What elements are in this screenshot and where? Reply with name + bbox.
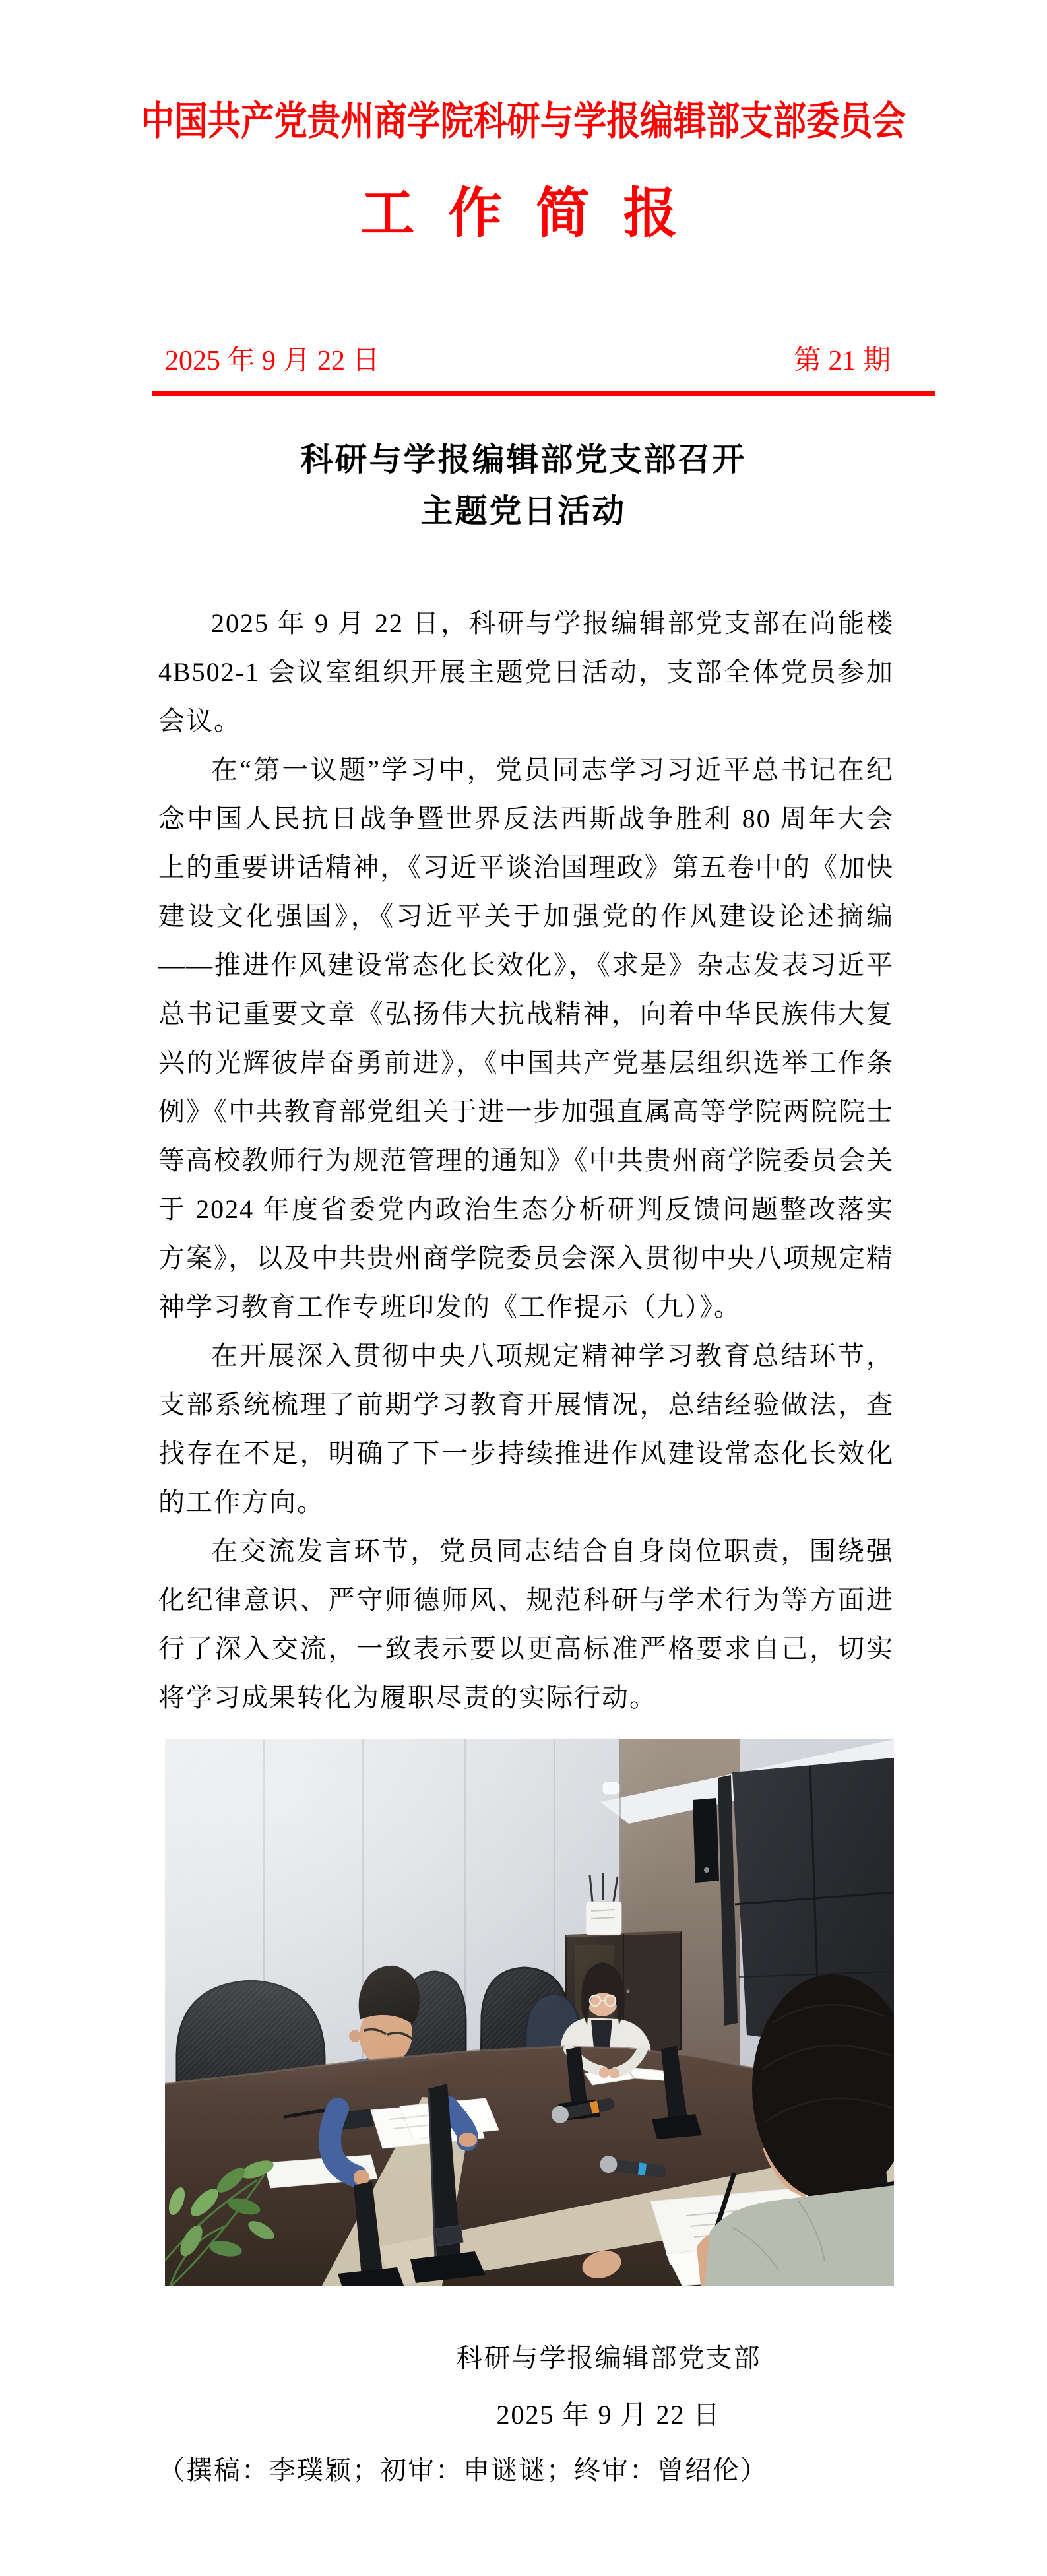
meeting-photo: [165, 1739, 894, 2286]
footer-date: 2025 年 9 月 22 日: [496, 2400, 721, 2430]
article-title-line2: 主题党日活动: [420, 494, 627, 529]
footer-credits: （撰稿：李璞颖；初审：申谜谜；终审：曾绍伦）: [158, 2455, 768, 2485]
org-header: 中国共产党贵州商学院科研与学报编辑部支部委员会: [141, 99, 906, 143]
bulletin-title: 工 作 简 报: [360, 183, 687, 243]
article-body: [158, 599, 894, 1722]
paragraph-2: 在“第一议题”学习中，党员同志学习习近平总书记在纪念中国人民抗日战争暨世界反法西斯战争胜利 80 周年大会上的重要讲话精神，《习近平谈治国理政》第五卷中的《加快建设文化强国》，《习近平关于加强党的作风建设论述摘编——推进作风建设常态化长效化》，《求是》杂志发表习近平总书记重要文章《弘扬伟大抗战精神，向着中华民族伟大复兴的光辉彼岸奋勇前进》，《中国共产党基层组织选举工作条例》《中共教育部党组关于进一步加强直属高等学院两院院士等高校教师行为规范管理的通知》《中共贵州商学院委员会关于 2024 年度省委党内政治生态分析研判反馈问题整改落实方案》，以及中共贵州商学院委员会深入贯彻中央八项规定精神学习教育工作专班印发的《工作提示（九）》。: [158, 755, 894, 1322]
light-haze: [165, 1739, 894, 2286]
red-divider-bar: [152, 391, 935, 396]
paragraph-3: 在开展深入贯彻中央八项规定精神学习教育总结环节，支部系统梳理了前期学习教育开展情况，总结经验做法，查找存在不足，明确了下一步持续推进作风建设常态化长效化的工作方向。: [158, 1341, 894, 1517]
article-title-line1: 科研与学报编辑部党支部召开: [300, 442, 747, 478]
paragraph-4: 在交流发言环节，党员同志结合自身岗位职责，围绕强化纪律意识、严守师德师风、规范科研与学术行为等方面进行了深入交流，一致表示要以更高标准严格要求自己，切实将学习成果转化为履职尽责的实际行动。: [158, 1536, 894, 1712]
issue-number: 第 21 期: [793, 346, 891, 376]
masthead-date: 2025 年 9 月 22 日: [165, 346, 380, 376]
article-title: [0, 434, 1047, 537]
masthead-date-row: [165, 344, 891, 377]
footer-signature: 科研与学报编辑部党支部: [456, 2343, 761, 2373]
paragraph-1: 2025 年 9 月 22 日，科研与学报编辑部党支部在尚能楼 4B502-1 会议室组织开展主题党日活动，支部全体党员参加会议。: [158, 608, 894, 736]
